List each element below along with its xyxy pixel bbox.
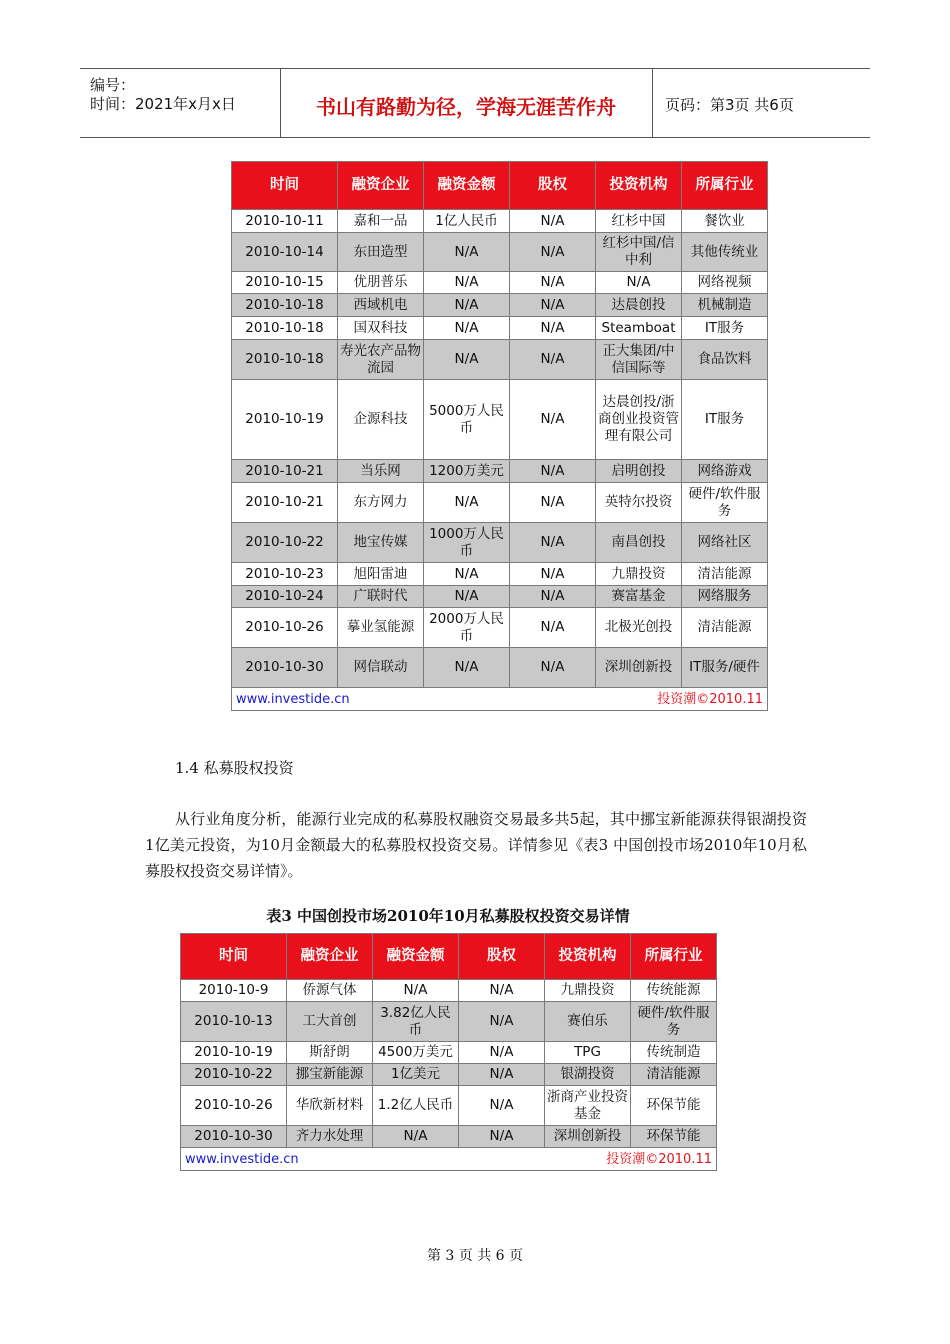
cell-company: 东方网力: [338, 483, 424, 523]
cell-equity: N/A: [510, 340, 596, 380]
cell-investor: 启明创投: [596, 460, 682, 483]
cell-time: 2010-10-13: [181, 1002, 287, 1042]
col-header-industry: 所属行业: [682, 162, 768, 210]
cell-investor: TPG: [545, 1042, 631, 1064]
cell-equity: N/A: [459, 1086, 545, 1126]
table-row: [181, 1126, 717, 1148]
cell-industry: 网络视频: [682, 272, 768, 294]
cell-investor: 赛富基金: [596, 586, 682, 608]
cell-industry: 清洁能源: [682, 563, 768, 586]
cell-equity: N/A: [510, 483, 596, 523]
table-row: [232, 523, 768, 563]
cell-investor: 北极光创投: [596, 608, 682, 648]
cell-company: 斯舒朗: [287, 1042, 373, 1064]
col-header-investor: 投资机构: [545, 934, 631, 980]
cell-company: 地宝传媒: [338, 523, 424, 563]
cell-amount: N/A: [424, 340, 510, 380]
cell-time: 2010-10-30: [181, 1126, 287, 1148]
table-row: [181, 980, 717, 1002]
cell-time: 2010-10-26: [181, 1086, 287, 1126]
cell-amount: N/A: [424, 483, 510, 523]
cell-investor: 深圳创新投: [596, 648, 682, 688]
cell-industry: 环保节能: [631, 1126, 717, 1148]
cell-company: 工大首创: [287, 1002, 373, 1042]
table-row: [181, 1086, 717, 1126]
cell-industry: 食品饮料: [682, 340, 768, 380]
col-header-time: 时间: [232, 162, 338, 210]
section-title: 1.4 私募股权投资: [175, 759, 294, 777]
cell-amount: N/A: [424, 563, 510, 586]
cell-amount: 1000万人民币: [424, 523, 510, 563]
cell-amount: N/A: [424, 272, 510, 294]
cell-investor: 英特尔投资: [596, 483, 682, 523]
cell-equity: N/A: [459, 1064, 545, 1086]
cell-investor: N/A: [596, 272, 682, 294]
cell-equity: N/A: [459, 1042, 545, 1064]
cell-company: 网信联动: [338, 648, 424, 688]
cell-investor: 达晨创投/浙商创业投资管理有限公司: [596, 380, 682, 460]
cell-industry: 其他传统业: [682, 233, 768, 272]
cell-amount: 1200万美元: [424, 460, 510, 483]
cell-investor: 赛伯乐: [545, 1002, 631, 1042]
col-header-time: 时间: [181, 934, 287, 980]
source-url: www.investide.cn: [236, 691, 350, 707]
table-row: [232, 608, 768, 648]
cell-time: 2010-10-30: [232, 648, 338, 688]
source-brand: 投资潮©2010.11: [606, 1151, 712, 1167]
table-source: [181, 1148, 717, 1171]
cell-investor: 红杉中国/信中利: [596, 233, 682, 272]
cell-equity: N/A: [510, 294, 596, 317]
table-row: [232, 210, 768, 233]
cell-equity: N/A: [459, 980, 545, 1002]
pe-deals-table: [180, 933, 717, 1171]
cell-time: 2010-10-22: [181, 1064, 287, 1086]
cell-industry: 传统制造: [631, 1042, 717, 1064]
cell-industry: IT服务/硬件: [682, 648, 768, 688]
table-row: [232, 233, 768, 272]
cell-industry: 网络服务: [682, 586, 768, 608]
table-footer-row: [181, 1148, 717, 1171]
cell-time: 2010-10-14: [232, 233, 338, 272]
table-row: [181, 1042, 717, 1064]
table-source: [232, 688, 768, 711]
cell-amount: 4500万美元: [373, 1042, 459, 1064]
cell-equity: N/A: [510, 460, 596, 483]
cell-time: 2010-10-18: [232, 317, 338, 340]
cell-company: 旭阳雷迪: [338, 563, 424, 586]
table-caption: 表3 中国创投市场2010年10月私募股权投资交易详情: [266, 907, 630, 925]
cell-amount: N/A: [373, 1126, 459, 1148]
cell-investor: 达晨创投: [596, 294, 682, 317]
cell-time: 2010-10-24: [232, 586, 338, 608]
cell-industry: 网络社区: [682, 523, 768, 563]
cell-amount: 5000万人民币: [424, 380, 510, 460]
page-number: 页码：第3页 共6页: [665, 96, 794, 114]
source-brand: 投资潮©2010.11: [657, 691, 763, 707]
header-meta: [80, 69, 281, 137]
page-header: [80, 68, 870, 138]
col-header-amount: 融资金额: [424, 162, 510, 210]
cell-industry: 传统能源: [631, 980, 717, 1002]
cell-amount: N/A: [424, 586, 510, 608]
cell-company: 齐力水处理: [287, 1126, 373, 1148]
cell-equity: N/A: [510, 608, 596, 648]
cell-amount: 1.2亿人民币: [373, 1086, 459, 1126]
cell-company: 侨源气体: [287, 980, 373, 1002]
table-row: [181, 1002, 717, 1042]
col-header-equity: 股权: [510, 162, 596, 210]
cell-time: 2010-10-15: [232, 272, 338, 294]
cell-company: 优朋普乐: [338, 272, 424, 294]
table-row: [232, 340, 768, 380]
cell-equity: N/A: [510, 272, 596, 294]
source-url: www.investide.cn: [185, 1151, 299, 1167]
cell-time: 2010-10-26: [232, 608, 338, 648]
header-motto: 书山有路勤为径，学海无涯苦作舟: [316, 95, 616, 119]
cell-industry: 餐饮业: [682, 210, 768, 233]
cell-time: 2010-10-11: [232, 210, 338, 233]
cell-company: 当乐网: [338, 460, 424, 483]
cell-amount: N/A: [373, 980, 459, 1002]
cell-investor: 九鼎投资: [545, 980, 631, 1002]
cell-time: 2010-10-18: [232, 340, 338, 380]
cell-time: 2010-10-21: [232, 483, 338, 523]
cell-amount: 1亿美元: [373, 1064, 459, 1086]
cell-investor: Steamboat: [596, 317, 682, 340]
table-row: [232, 294, 768, 317]
table-row: [232, 380, 768, 460]
cell-equity: N/A: [510, 648, 596, 688]
cell-equity: N/A: [510, 317, 596, 340]
table-footer-row: [232, 688, 768, 711]
cell-time: 2010-10-23: [232, 563, 338, 586]
cell-industry: 硬件/软件服务: [682, 483, 768, 523]
cell-company: 企源科技: [338, 380, 424, 460]
cell-equity: N/A: [459, 1002, 545, 1042]
cell-industry: 机械制造: [682, 294, 768, 317]
cell-company: 广联时代: [338, 586, 424, 608]
cell-time: 2010-10-21: [232, 460, 338, 483]
cell-amount: N/A: [424, 317, 510, 340]
table-row: [232, 317, 768, 340]
cell-industry: 清洁能源: [682, 608, 768, 648]
cell-investor: 正大集团/中信国际等: [596, 340, 682, 380]
cell-investor: 深圳创新投: [545, 1126, 631, 1148]
table-row: [232, 563, 768, 586]
cell-amount: N/A: [424, 233, 510, 272]
table-row: [232, 586, 768, 608]
body-paragraph: 从行业角度分析，能源行业完成的私募股权融资交易最多共5起，其中挪宝新能源获得银湖投资1亿美元投资，为10月金额最大的私募股权投资交易。详情参见《表3 中国创投市场2010年10月私募股权投资交易详情》。: [145, 810, 807, 880]
cell-amount: 2000万人民币: [424, 608, 510, 648]
cell-time: 2010-10-18: [232, 294, 338, 317]
cell-equity: N/A: [510, 380, 596, 460]
cell-equity: N/A: [510, 586, 596, 608]
col-header-industry: 所属行业: [631, 934, 717, 980]
cell-company: 摹业氢能源: [338, 608, 424, 648]
cell-investor: 浙商产业投资基金: [545, 1086, 631, 1126]
table-row: [232, 460, 768, 483]
table-row: [232, 483, 768, 523]
cell-company: 东田造型: [338, 233, 424, 272]
cell-equity: N/A: [510, 210, 596, 233]
header-page-info: [652, 69, 871, 137]
cell-industry: 环保节能: [631, 1086, 717, 1126]
cell-company: 国双科技: [338, 317, 424, 340]
table-row: [232, 272, 768, 294]
cell-time: 2010-10-19: [181, 1042, 287, 1064]
cell-equity: N/A: [510, 233, 596, 272]
col-header-company: 融资企业: [338, 162, 424, 210]
cell-investor: 红杉中国: [596, 210, 682, 233]
cell-amount: 1亿人民币: [424, 210, 510, 233]
cell-company: 挪宝新能源: [287, 1064, 373, 1086]
cell-amount: N/A: [424, 294, 510, 317]
cell-industry: IT服务: [682, 380, 768, 460]
cell-industry: 网络游戏: [682, 460, 768, 483]
cell-time: 2010-10-19: [232, 380, 338, 460]
col-header-investor: 投资机构: [596, 162, 682, 210]
table-header-row: [232, 162, 768, 210]
doc-number: 编号：: [90, 76, 136, 94]
cell-investor: 九鼎投资: [596, 563, 682, 586]
cell-industry: IT服务: [682, 317, 768, 340]
page-footer: 第 3 页 共 6 页: [426, 1248, 524, 1264]
cell-investor: 南昌创投: [596, 523, 682, 563]
col-header-amount: 融资金额: [373, 934, 459, 980]
cell-amount: N/A: [424, 648, 510, 688]
table-row: [181, 1064, 717, 1086]
cell-amount: 3.82亿人民币: [373, 1002, 459, 1042]
cell-company: 西域机电: [338, 294, 424, 317]
col-header-company: 融资企业: [287, 934, 373, 980]
table-row: [232, 648, 768, 688]
doc-time: 时间：2021年x月x日: [90, 95, 236, 113]
cell-equity: N/A: [459, 1126, 545, 1148]
cell-industry: 硬件/软件服务: [631, 1002, 717, 1042]
col-header-equity: 股权: [459, 934, 545, 980]
cell-industry: 清洁能源: [631, 1064, 717, 1086]
cell-company: 寿光农产品物流园: [338, 340, 424, 380]
cell-time: 2010-10-22: [232, 523, 338, 563]
table-header-row: [181, 934, 717, 980]
cell-equity: N/A: [510, 563, 596, 586]
cell-company: 嘉和一品: [338, 210, 424, 233]
cell-equity: N/A: [510, 523, 596, 563]
vc-deals-table: [231, 161, 768, 711]
cell-company: 华欣新材料: [287, 1086, 373, 1126]
cell-investor: 银湖投资: [545, 1064, 631, 1086]
cell-time: 2010-10-9: [181, 980, 287, 1002]
